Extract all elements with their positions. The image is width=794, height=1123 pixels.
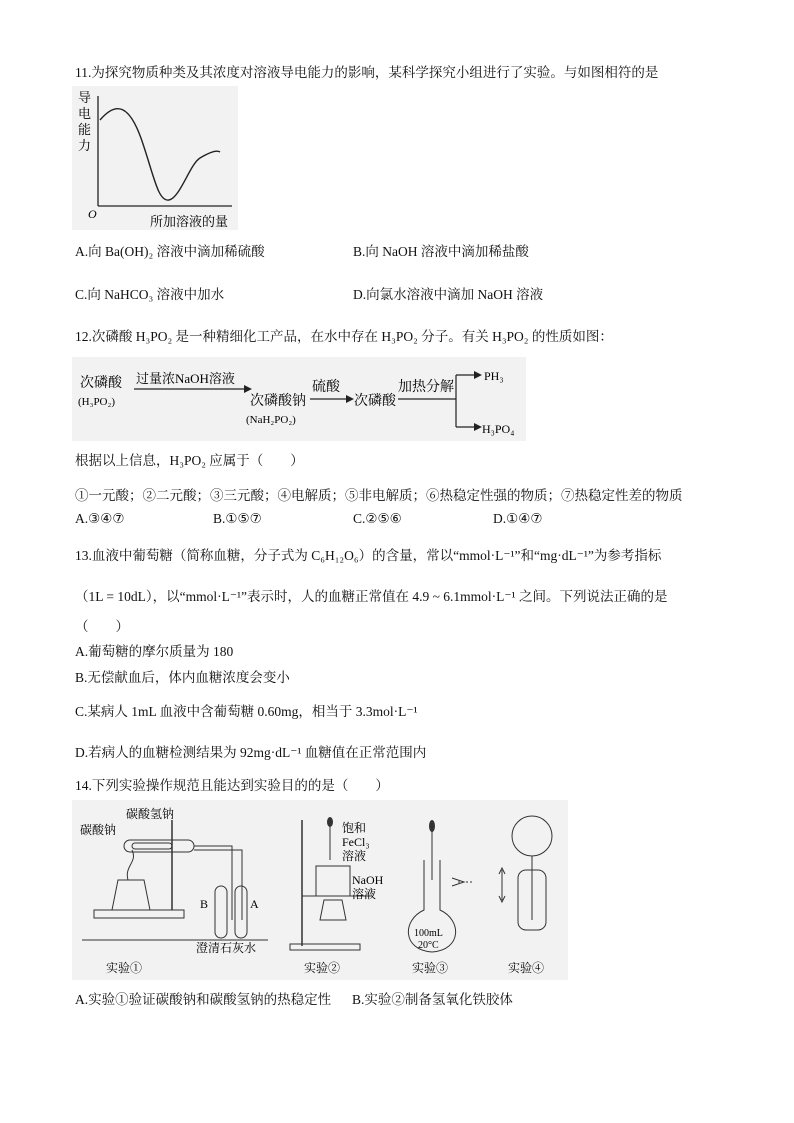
q14-option-b: B.实验②制备氢氧化铁胶体	[352, 992, 513, 1007]
q14-label-sodium-carbonate: 碳酸钠	[80, 823, 117, 837]
q12-option-d: D.①④⑦	[493, 511, 543, 526]
q12-arrow2-label: 硫酸	[312, 380, 340, 395]
q14-option-a: A.实验①验证碳酸钠和碳酸氢钠的热稳定性	[75, 992, 332, 1007]
q12-node2: 次磷酸钠	[250, 394, 306, 409]
q14-label-sodium-bicarbonate: 碳酸氢钠	[126, 807, 175, 821]
q14-label-tube-b: B	[200, 897, 209, 911]
q12-stem: 12.次磷酸 H₃PO₂ 是一种精细化工产品，在水中存在 H₃PO₂ 分子。有关 H₃PO₂ 的性质如图：	[75, 329, 613, 344]
experiment-4-apparatus	[499, 816, 552, 930]
q14-label-solution2: 溶液	[352, 887, 377, 901]
q11-option-a: A.向 Ba(OH)₂ 溶液中滴加稀硫酸	[75, 244, 265, 259]
q12-product-ph3: PH₃	[484, 369, 504, 383]
q14-label-volume: 100mL	[414, 928, 443, 939]
q11-y-label-3: 能	[78, 122, 92, 137]
q14-label-tube-a: A	[250, 897, 259, 911]
q14-label-saturated: 饱和	[342, 821, 367, 835]
q14-label-temperature: 20°C	[418, 940, 439, 951]
q14-exp3-caption: 实验③	[412, 961, 449, 975]
q14-label-naoh: NaOH	[352, 873, 384, 887]
q13-stem-line2: （1L = 10dL），以“mmol·L⁻¹”表示时，人的血糖正常值在 4.9 ~ 6.1mmol·L⁻¹ 之间。下列说法正确的是	[75, 589, 668, 604]
q12-question: 根据以上信息，H₃PO₂ 应属于（ ）	[75, 453, 304, 468]
q14-exp4-caption: 实验④	[508, 961, 545, 975]
q11-y-label-4: 力	[78, 138, 92, 153]
q12-node2-formula: (NaH₂PO₂)	[246, 414, 296, 426]
q12-arrow3-label: 加热分解	[398, 380, 454, 395]
q14-stem: 14.下列实验操作规范且能达到实验目的的是（ ）	[75, 778, 389, 793]
q11-option-d: D.向氯水溶液中滴加 NaOH 溶液	[353, 287, 544, 302]
q11-stem: 11.为探究物质种类及其浓度对溶液导电能力的影响，某科学探究小组进行了实验。与如图相符的是	[75, 65, 659, 80]
q11-conductivity-graph	[72, 86, 238, 230]
q14-exp1-caption: 实验①	[106, 961, 143, 975]
q12-arrow1-label: 过量浓NaOH溶液	[136, 371, 235, 386]
q12-items: ①一元酸；②二元酸；③三元酸；④电解质；⑤非电解质；⑥热稳定性强的物质；⑦热稳定性差的物质	[75, 488, 683, 503]
q12-option-c: C.②⑤⑥	[353, 511, 402, 526]
q13-option-c: C.某病人 1mL 血液中含葡萄糖 0.60mg，相当于 3.3mol·L⁻¹	[75, 704, 418, 719]
q13-stem-line1: 13.血液中葡萄糖（简称血糖，分子式为 C₆H₁₂O₆）的含量，常以“mmol·L⁻¹”和“mg·dL⁻¹”为参考指标	[75, 548, 662, 563]
q11-option-c: C.向 NaHCO₃ 溶液中加水	[75, 287, 225, 302]
q14-apparatus-figure	[72, 800, 568, 980]
q14-label-limewater: 澄清石灰水	[196, 941, 257, 955]
q11-origin-label: O	[88, 207, 97, 221]
experiment-1-apparatus	[82, 820, 268, 940]
q14-label-fecl3: FeCl₃	[342, 835, 370, 849]
q13-option-b: B.无偿献血后，体内血糖浓度会变小	[75, 670, 290, 685]
q14-label-solution1: 溶液	[342, 849, 367, 863]
q12-product-h3po4: H₃PO₄	[482, 422, 515, 436]
q12-node1-formula: (H₃PO₂)	[78, 396, 116, 408]
q12-node1: 次磷酸	[80, 376, 122, 391]
q11-x-label: 所加溶液的量	[150, 214, 229, 229]
q11-y-label-1: 导	[78, 90, 92, 105]
q12-node3: 次磷酸	[354, 394, 396, 409]
q13-option-a: A.葡萄糖的摩尔质量为 180	[75, 644, 234, 659]
q11-option-b: B.向 NaOH 溶液中滴加稀盐酸	[353, 244, 529, 259]
q12-option-a: A.③④⑦	[75, 511, 125, 526]
q14-exp2-caption: 实验②	[304, 961, 341, 975]
q12-option-b: B.①⑤⑦	[213, 511, 262, 526]
q12-flow-diagram	[72, 357, 526, 441]
q13-stem-line3: （ ）	[75, 619, 129, 634]
q13-option-d: D.若病人的血糖检测结果为 92mg·dL⁻¹ 血糖值在正常范围内	[75, 745, 427, 760]
q11-y-label-2: 电	[78, 106, 92, 121]
